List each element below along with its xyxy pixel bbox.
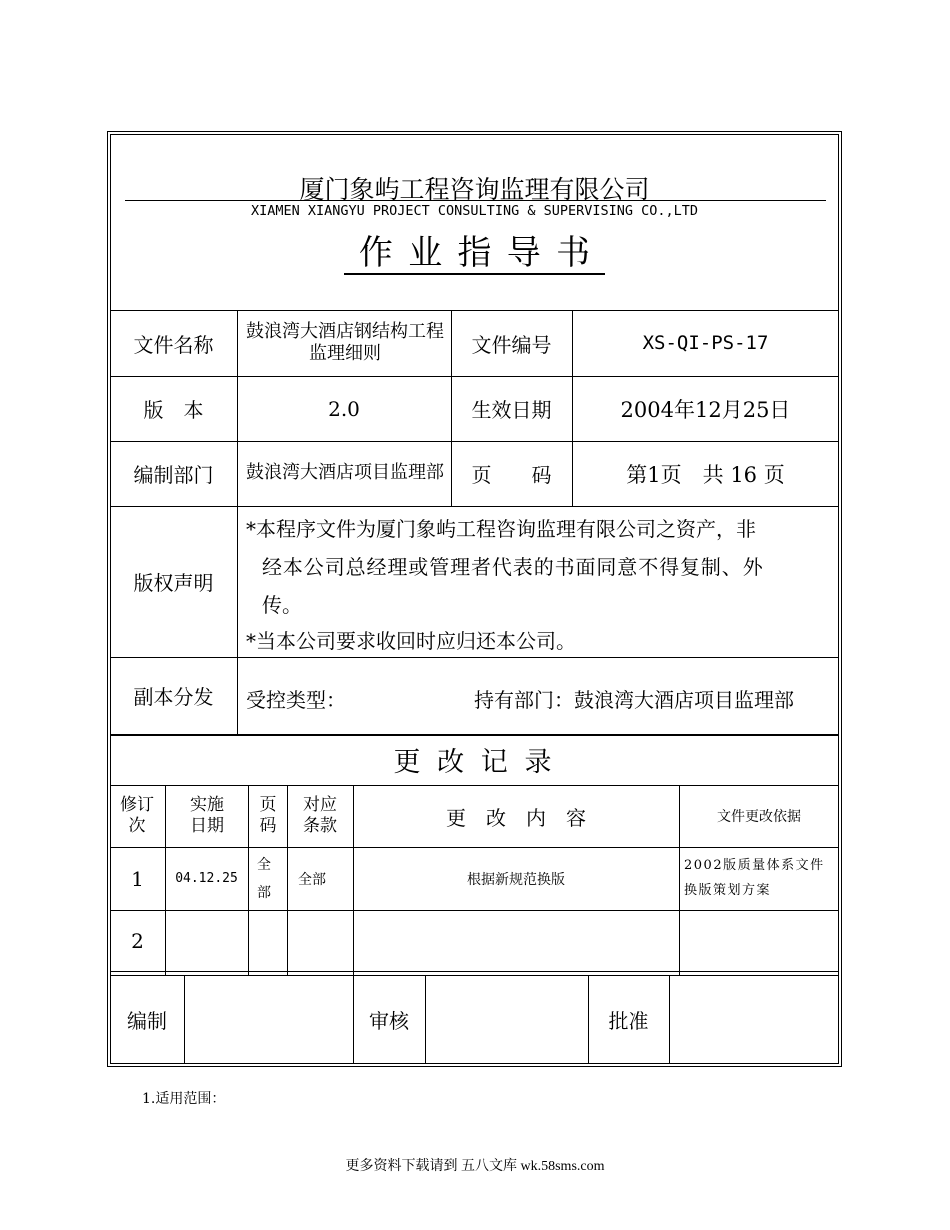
review-signature-field[interactable] xyxy=(427,977,586,1062)
doc-name-label: 文件名称 xyxy=(133,332,214,357)
doc-no-value: XS-QI-PS-17 xyxy=(642,332,769,354)
version-label: 版 本 xyxy=(143,398,204,422)
clause-header: 对应条款 xyxy=(303,794,337,836)
effective-date-label: 生效日期 xyxy=(471,398,552,422)
scope-heading: 1.适用范围： xyxy=(142,1091,226,1107)
copyright-line-2: 经本公司总经理或管理者代表的书面同意不得复制、外 xyxy=(262,555,764,579)
doc-name-value: 鼓浪湾大酒店钢结构工程监理细则 xyxy=(246,320,444,364)
divider xyxy=(110,971,839,972)
company-name-en: XIAMEN XIANGYU PROJECT CONSULTING & SUPERVISING CO.,LTD xyxy=(250,203,699,219)
rev-header: 修订次 xyxy=(120,794,154,836)
divider xyxy=(669,975,670,1064)
footer-link[interactable]: 更多资料下载请到 五八文库 wk.58sms.com xyxy=(345,1159,605,1174)
page-value: 第1页 共 16 页 xyxy=(626,462,785,487)
content-header: 更 改 内 容 xyxy=(446,805,586,830)
dept-label: 编制部门 xyxy=(133,463,214,487)
table-row-1-basis: 2002版质量体系文件换版策划方案 xyxy=(684,857,825,898)
page-header: 页码 xyxy=(259,794,277,836)
table-row-2-rev: 2 xyxy=(131,928,144,953)
divider xyxy=(248,785,249,975)
version-value: 2.0 xyxy=(328,396,360,421)
table-row-1-date: 04.12.25 xyxy=(175,871,238,886)
copyright-line-1: *本程序文件为厦门象屿工程咨询监理有限公司之资产，非 xyxy=(246,517,756,541)
approve-signature-field[interactable] xyxy=(671,977,837,1062)
divider xyxy=(110,910,839,911)
divider xyxy=(184,975,185,1064)
divider xyxy=(110,975,839,976)
divider xyxy=(237,310,238,735)
compile-label: 编制 xyxy=(127,1009,167,1033)
document-title: 作业指导书 xyxy=(110,225,839,274)
copyright-line-3: 传。 xyxy=(262,593,302,617)
doc-no-label: 文件编号 xyxy=(471,332,552,357)
revision-title: 更 改 记 录 xyxy=(393,747,556,778)
holder-dept: 持有部门：鼓浪湾大酒店项目监理部 xyxy=(474,688,794,712)
review-label: 审核 xyxy=(369,1009,409,1033)
control-type: 受控类型： xyxy=(246,688,346,712)
company-underline xyxy=(125,200,826,201)
distribution-label: 副本分发 xyxy=(133,685,214,709)
approve-label: 批准 xyxy=(608,1009,649,1033)
table-row-1-rev: 1 xyxy=(131,866,144,891)
basis-header: 文件更改依据 xyxy=(717,809,801,825)
compile-signature-field[interactable] xyxy=(186,977,351,1062)
dept-value: 鼓浪湾大酒店项目监理部 xyxy=(246,462,444,484)
divider xyxy=(425,975,426,1064)
date-header: 实施日期 xyxy=(190,794,224,836)
copyright-label: 版权声明 xyxy=(133,571,214,595)
effective-date-value: 2004年12月25日 xyxy=(620,397,791,422)
company-name-cn: 厦门象屿工程咨询监理有限公司 xyxy=(299,175,650,204)
page-label: 页 码 xyxy=(471,463,552,487)
table-row-1-clause: 全部 xyxy=(298,871,326,888)
table-row-1-page: 全部 xyxy=(257,856,271,901)
table-row-1-content: 根据新规范换版 xyxy=(467,871,565,888)
copyright-line-4: *当本公司要求收回时应归还本公司。 xyxy=(246,629,576,653)
